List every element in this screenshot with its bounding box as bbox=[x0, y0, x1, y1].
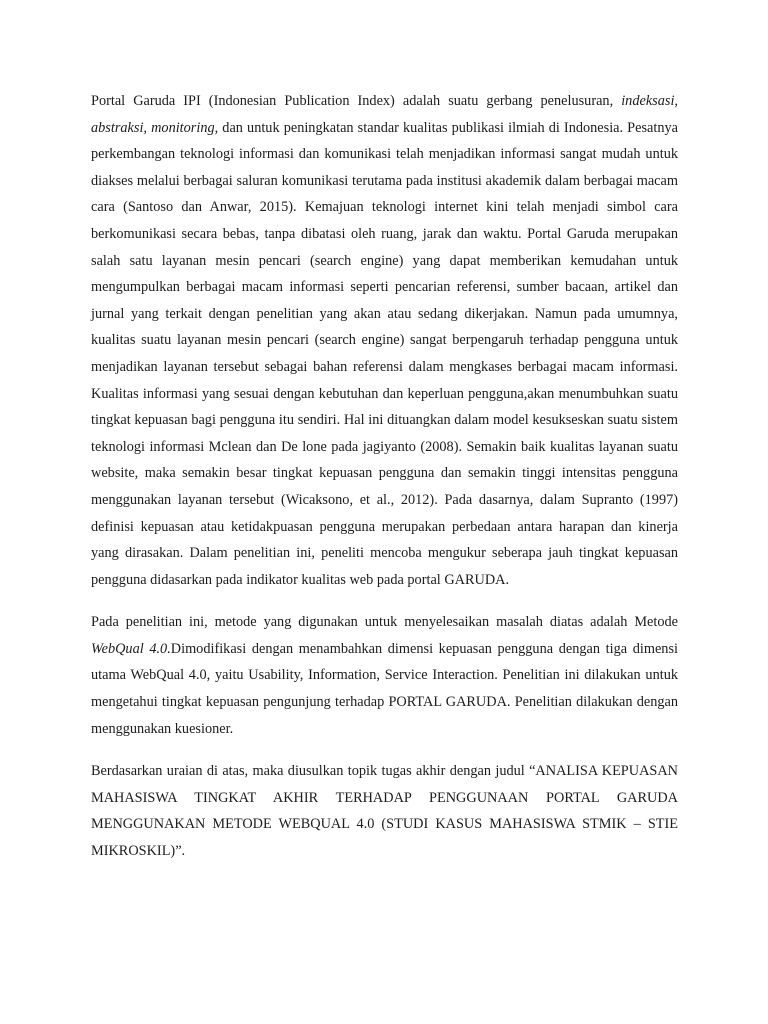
paragraph-text: Dimodifikasi dengan menambahkan dimensi kepuasan pengguna dengan tiga dimensi utama WebQual 4.0, yaitu Usability, Information, Service Interaction. Penelitian ini dilakukan untuk mengetahui tingkat kepuasan pengunjung terhadap PORTAL GARUDA. Penelitian dilakukan dengan menggunakan kuesioner. bbox=[91, 640, 678, 737]
paragraph-text: Pada penelitian ini, metode yang digunakan untuk menyelesaikan masalah diatas adalah Metode bbox=[91, 614, 678, 631]
paragraph-method bbox=[91, 609, 678, 742]
paragraph-intro bbox=[91, 88, 678, 593]
italic-term: WebQual 4.0. bbox=[91, 640, 171, 657]
paragraph-text: dan untuk peningkatan standar kualitas publikasi ilmiah di Indonesia. Pesatnya perkembangan teknologi informasi dan komunikasi telah menjadikan informasi sangat mudah untuk diakses melalui berbagai saluran komunikasi terutama pada institusi akademik dalam berbagai macam cara (Santoso dan Anwar, 2015). Kemajuan teknologi internet kini telah menjadi simbol cara berkomunikasi secara bebas, tanpa dibatasi oleh ruang, jarak dan waktu. Portal Garuda merupakan salah satu layanan mesin pencari (search engine) yang dapat memberikan kemudahan untuk mengumpulkan berbagai macam informasi seperti pencarian referensi, sumber bacaan, artikel dan jurnal yang terkait dengan penelitian yang akan atau sedang dikerjakan. Namun pada umumnya, kualitas suatu layanan mesin pencari (search engine) sangat berpengaruh terhadap pengguna untuk menjadikan layanan tersebut sebagai bahan referensi dalam mengkases berbagai macam informasi. Kualitas informasi yang sesuai dengan kebutuhan dan keperluan pengguna,akan menumbuhkan suatu tingkat kepuasan bagi pengguna itu sendiri. Hal ini dituangkan dalam model kesukseskan suatu sistem teknologi informasi Mclean dan De lone pada jagiyanto (2008). Semakin baik kualitas layanan suatu website, maka semakin besar tingkat kepuasan pengguna dan semakin tinggi intensitas pengguna menggunakan layanan tersebut (Wicaksono, et al., 2012). Pada dasarnya, dalam Supranto (1997) definisi kepuasan atau ketidakpuasan pengguna merupakan perbedaan antara harapan dan kinerja yang dirasakan. Dalam penelitian ini, peneliti mencoba mengukur seberapa jauh tingkat kepuasan pengguna didasarkan pada indikator kualitas web pada portal GARUDA. bbox=[91, 119, 678, 588]
document-page bbox=[91, 88, 678, 881]
paragraph-text: Berdasarkan uraian di atas, maka diusulkan topik tugas akhir dengan judul “ANALISA KEPUASAN MAHASISWA TINGKAT AKHIR TERHADAP PENGGUNAAN PORTAL GARUDA MENGGUNAKAN METODE WEBQUAL 4.0 (STUDI KASUS MAHASISWA STMIK – STIE MIKROSKIL)”. bbox=[91, 763, 678, 860]
italic-term: indeksasi, abstraksi, monitoring, bbox=[91, 93, 678, 136]
paragraph-proposal bbox=[91, 758, 678, 864]
paragraph-text: Portal Garuda IPI (Indonesian Publication Index) adalah suatu gerbang penelusuran, bbox=[91, 93, 622, 109]
